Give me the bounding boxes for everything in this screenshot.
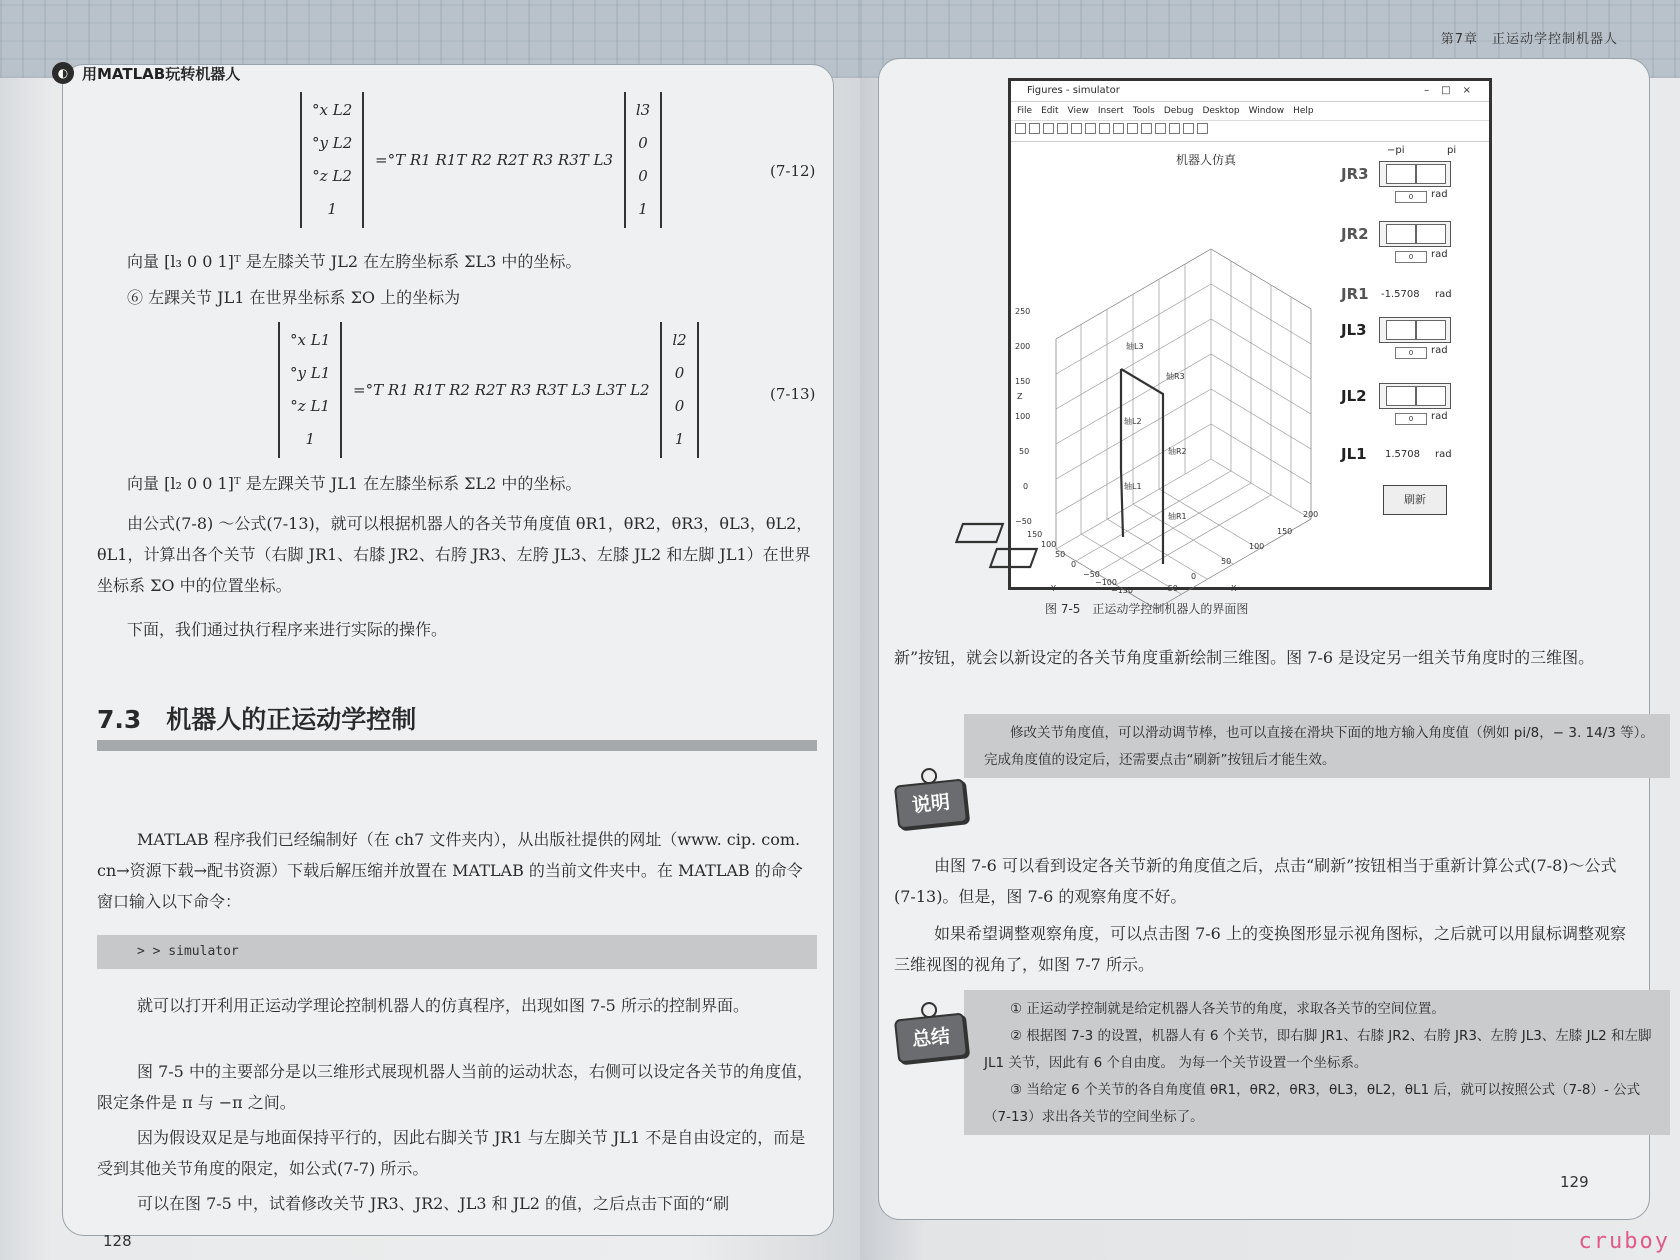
- z-tick-150: 150: [1015, 377, 1031, 386]
- x-tick-200: 200: [1303, 510, 1319, 519]
- input-jr2[interactable]: 0: [1395, 251, 1427, 263]
- note-text: 修改关节角度值，可以滑动调节棒，也可以直接在滑块下面的地方输入角度值（例如 pi/8，− 3. 14/3 等）。 完成角度值的设定后，还需要点击“刷新”按钮后才能生效。: [984, 725, 1654, 768]
- input-jl2[interactable]: 0: [1395, 413, 1427, 425]
- legend-icon[interactable]: [1197, 123, 1208, 134]
- equation-7-13: [278, 322, 699, 458]
- paragraph-open-simulator: 就可以打开利用正运动学理论控制机器人的仿真程序，出现如图 7-5 所示的控制界面。: [137, 996, 749, 1015]
- joint-label-jr1: JR1: [1341, 285, 1369, 303]
- zoom-in-icon[interactable]: [1085, 123, 1096, 134]
- pan-icon[interactable]: [1113, 123, 1124, 134]
- eq-number-7-13: (7-13): [770, 385, 816, 403]
- y-axis-label: Y: [1051, 584, 1056, 593]
- figure-caption: 图 7-5 正运动学控制机器人的界面图: [1045, 602, 1249, 616]
- watermark: cruboy: [1578, 1229, 1670, 1254]
- menu-view[interactable]: View: [1067, 106, 1089, 116]
- menu-tools[interactable]: Tools: [1132, 106, 1155, 116]
- axis-label-l3: 轴L3: [1126, 342, 1144, 351]
- data-cursor-icon[interactable]: [1141, 123, 1152, 134]
- joint-label-jl2: JL2: [1341, 387, 1367, 405]
- robot-3d-plot[interactable]: [1011, 139, 1331, 595]
- range-min-label: −pi: [1387, 145, 1405, 156]
- menu-debug[interactable]: Debug: [1163, 106, 1194, 116]
- unit-jr2: rad: [1431, 249, 1448, 260]
- summary-box: [964, 990, 1670, 1135]
- eq-number-7-12: (7-12): [770, 162, 816, 180]
- book-title-header: ◐ 用MATLAB玩转机器人: [52, 62, 240, 84]
- axis-label-r2: 轴R2: [1168, 447, 1187, 456]
- x-tick-neg50: −50: [1161, 584, 1178, 593]
- command-line: > > simulator: [97, 935, 817, 969]
- summary-item-3: ③ 当给定 6 个关节的各自角度值 θR1，θR2，θR3，θL3，θL2，θL1 后，就可以按照公式（7-8）- 公式（7-13）求出各关节的空间坐标了。: [984, 1082, 1641, 1125]
- plot-title: 机器人仿真: [1176, 153, 1237, 167]
- paragraph-figure-description: 图 7-5 中的主要部分是以三维形式展现机器人当前的运动状态，右侧可以设定各关节的角度值，限定条件是 π 与 −π 之间。: [97, 1062, 813, 1113]
- z-tick-200: 200: [1015, 342, 1031, 351]
- equation-7-12: [300, 92, 662, 228]
- z-tick-100: 100: [1015, 412, 1031, 421]
- y-tick-100: 100: [1041, 540, 1057, 549]
- link-icon[interactable]: [1169, 123, 1180, 134]
- book-logo-icon: ◐: [52, 62, 74, 84]
- unit-jl2: rad: [1431, 411, 1448, 422]
- z-tick-neg50: −50: [1015, 517, 1032, 526]
- eq13-lhs-vector: °x L1 °y L1 °z L1 1: [278, 322, 342, 458]
- window-title: Figures - simulator: [1027, 85, 1120, 96]
- y-tick-150: 150: [1027, 530, 1043, 539]
- x-tick-50: 50: [1221, 557, 1232, 566]
- menu-bar: [1011, 102, 1489, 120]
- open-file-icon[interactable]: [1029, 123, 1040, 134]
- menu-insert[interactable]: Insert: [1097, 106, 1124, 116]
- unit-jr1: rad: [1435, 289, 1452, 300]
- value-jr1: -1.5708: [1381, 289, 1420, 300]
- joint-label-jl3: JL3: [1341, 321, 1367, 339]
- x-tick-0: 0: [1191, 572, 1197, 581]
- summary-item-1: ① 正运动学控制就是给定机器人各关节的角度，求取各关节的空间位置。: [1010, 1001, 1445, 1017]
- paragraph-view-angle: 如果希望调整观察角度，可以点击图 7-6 上的变换图形显示视角图标，之后就可以用鼠标调整观察三维视图的视角了，如图 7-7 所示。: [894, 924, 1626, 975]
- range-max-label: pi: [1447, 145, 1457, 156]
- y-tick-neg100: −100: [1095, 578, 1117, 587]
- text-vector-jl1: 向量 [l₂ 0 0 1]ᵀ 是左踝关节 JL1 在左膝坐标系 ΣL2 中的坐标。: [127, 474, 582, 493]
- joint-label-jr3: JR3: [1341, 165, 1369, 183]
- summary-item-2: ② 根据图 7-3 的设置，机器人有 6 个关节，即右脚 JR1、右膝 JR2、右胯 JR3、左胯 JL3、左膝 JL2 和左脚 JL1 关节，因此有 6 个自由度。 为每一个关节设置一个坐标系。: [984, 1028, 1652, 1071]
- refresh-button[interactable]: 刷新: [1383, 485, 1447, 515]
- z-tick-0: 0: [1023, 482, 1029, 491]
- colorbar-icon[interactable]: [1183, 123, 1194, 134]
- zoom-out-icon[interactable]: [1099, 123, 1110, 134]
- z-axis-label: Z: [1017, 392, 1023, 401]
- y-tick-neg150: −150: [1111, 586, 1133, 595]
- brush-icon[interactable]: [1155, 123, 1166, 134]
- summary-tag: 总结: [894, 1012, 968, 1063]
- axis-label-r3: 轴R3: [1166, 372, 1185, 381]
- y-tick-neg50: −50: [1083, 570, 1100, 579]
- window-titlebar: [1011, 81, 1489, 102]
- joint-control-panel: [1335, 139, 1485, 579]
- joint-label-jl1: JL1: [1341, 445, 1367, 463]
- joint-label-jr2: JR2: [1341, 225, 1369, 243]
- input-jl3[interactable]: 0: [1395, 347, 1427, 359]
- z-tick-50: 50: [1019, 447, 1030, 456]
- axis-label-l1: 轴L1: [1124, 482, 1142, 491]
- paragraph-matlab-program: MATLAB 程序我们已经编制好（在 ch7 文件夹内），从出版社提供的网址（www. cip. com. cn→资源下载→配书资源）下载后解压缩并放置在 MATLAB 的当前文件夹中。在 MATLAB 的命令窗口输入以下命令：: [97, 830, 803, 912]
- slider-jl2[interactable]: [1379, 383, 1451, 409]
- z-tick-250: 250: [1015, 307, 1031, 316]
- menu-desktop[interactable]: Desktop: [1202, 106, 1240, 116]
- note-tag: 说明: [894, 778, 968, 829]
- unit-jl1: rad: [1435, 449, 1452, 460]
- text-vector-jl2: 向量 [l₃ 0 0 1]ᵀ 是左膝关节 JL2 在左胯坐标系 ΣL3 中的坐标。: [127, 252, 582, 271]
- slider-jl3[interactable]: [1379, 317, 1451, 343]
- menu-edit[interactable]: Edit: [1041, 106, 1059, 116]
- window-controls[interactable]: –□×: [1424, 85, 1483, 96]
- eq12-lhs-vector: °x L2 °y L2 °z L2 1: [300, 92, 364, 228]
- menu-window[interactable]: Window: [1248, 106, 1285, 116]
- save-icon[interactable]: [1043, 123, 1054, 134]
- y-tick-50: 50: [1055, 550, 1066, 559]
- section-heading-7-3: 7.3 机器人的正运动学控制: [97, 705, 417, 734]
- pointer-icon[interactable]: [1071, 123, 1082, 134]
- rotate-3d-icon[interactable]: [1127, 123, 1138, 134]
- input-jr3[interactable]: 0: [1395, 191, 1427, 203]
- unit-jr3: rad: [1431, 189, 1448, 200]
- new-figure-icon[interactable]: [1015, 123, 1026, 134]
- x-tick-150: 150: [1277, 527, 1293, 536]
- y-tick-0: 0: [1071, 560, 1077, 569]
- menu-file[interactable]: File: [1017, 106, 1033, 116]
- section-underline: [97, 740, 817, 751]
- slider-jr3[interactable]: [1379, 161, 1451, 187]
- paragraph-foot-constraint: 因为假设双足是与地面保持平行的，因此右脚关节 JR1 与左脚关节 JL1 不是自由设定的，而是受到其他关节角度的限定，如公式(7-7) 所示。: [97, 1128, 806, 1179]
- paragraph-modify-joints: 可以在图 7-5 中，试着修改关节 JR3、JR2、JL3 和 JL2 的值，之后点击下面的“刷: [137, 1194, 730, 1213]
- x-tick-100: 100: [1249, 542, 1265, 551]
- paragraph-recalc: 由图 7-6 可以看到设定各关节新的角度值之后，点击“刷新”按钮相当于重新计算公式(7-8)～公式(7-13)。但是，图 7-6 的观察角度不好。: [894, 856, 1617, 907]
- text-jl1-intro: ⑥ 左踝关节 JL1 在世界坐标系 ΣO 上的坐标为: [127, 288, 461, 307]
- eq12-transform: =°T R1 R1T R2 R2T R3 R3T L3: [375, 151, 614, 169]
- axis-label-l2: 轴L2: [1124, 417, 1142, 426]
- paragraph-redraw: 新”按钮，就会以新设定的各关节角度重新绘制三维图。图 7-6 是设定另一组关节角度时的三维图。: [894, 648, 1595, 667]
- print-icon[interactable]: [1057, 123, 1068, 134]
- value-jl1: 1.5708: [1385, 449, 1420, 460]
- note-box: [964, 714, 1670, 778]
- matlab-figure-window: [1008, 78, 1492, 595]
- eq13-rhs-vector: l2 0 0 1: [660, 322, 698, 458]
- right-page: [860, 0, 1680, 1260]
- unit-jl3: rad: [1431, 345, 1448, 356]
- page-number-right: 129: [1560, 1173, 1589, 1191]
- slider-jr2[interactable]: [1379, 221, 1451, 247]
- paragraph-next-step: 下面，我们通过执行程序来进行实际的操作。: [127, 620, 448, 639]
- eq12-rhs-vector: l3 0 0 1: [624, 92, 662, 228]
- eq13-transform: =°T R1 R1T R2 R2T R3 R3T L3 L3T L2: [353, 381, 650, 399]
- paragraph-joint-angles: 由公式(7-8) ～公式(7-13)，就可以根据机器人的各关节角度值 θR1，θR2，θR3，θL3，θL2，θL1，计算出各个关节（右脚 JR1、右膝 JR2、右胯 JR3、左胯 JL3、左膝 JL2 和左脚 JL1）在世界坐标系 ΣO 中的位置坐标。: [97, 514, 813, 596]
- chapter-header: 第7章 正运动学控制机器人: [1440, 32, 1618, 47]
- axis-label-r1: 轴R1: [1168, 512, 1187, 521]
- menu-help[interactable]: Help: [1293, 106, 1314, 116]
- x-axis-label: X: [1231, 584, 1237, 593]
- page-number-left: 128: [103, 1232, 132, 1250]
